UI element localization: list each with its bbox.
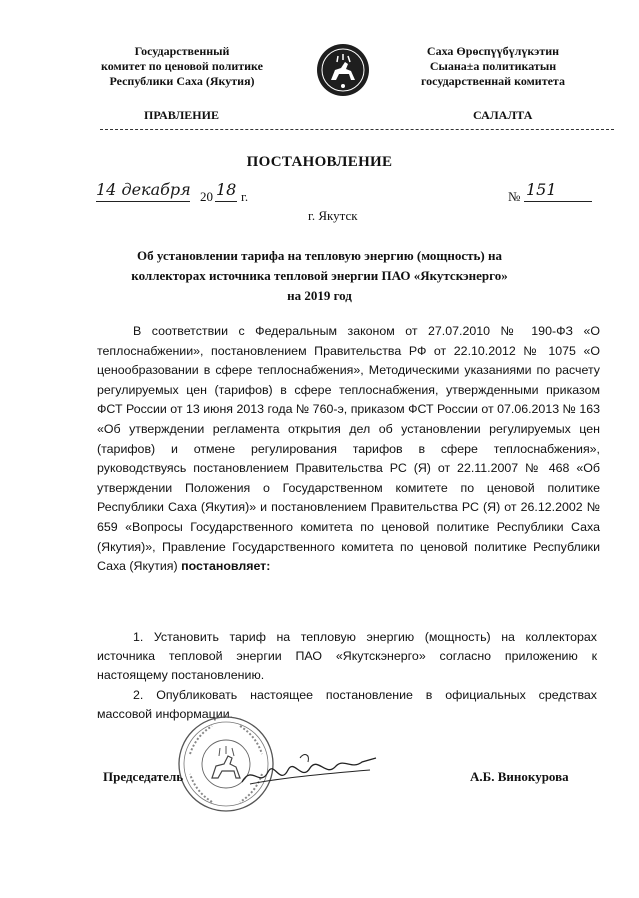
header-left-line: Республики Саха (Якутия)	[109, 74, 255, 88]
document-title: ПОСТАНОВЛЕНИЕ	[246, 154, 393, 170]
preamble-text: В соответствии с Федеральным законом от 27.07.2010 № 190-ФЗ «О теплоснабжении», постановлением Правительства РФ от 22.10.2012 № 1075 «О ценообразовании в сфере теплоснабжения», Методическими указаниями по расчету регулируемых цен (тарифов) в сфере теплоснабжения, утвержденными приказом ФСТ России от 13 июня 2013 года № 760-э, приказом ФСТ России от 07.06.2013 № 163 «Об утверждении регламента открытия дел об установлении регулируемых цен (тарифов) и отмене регулирования тарифов в сфере теплоснабжения», руководствуясь постановлением Правительства РС (Я) от 22.11.2007 № 468 «Об утверждении Положения о Государственном комитете по ценовой политике Республики Саха (Якутия)» и постановлением Правительства РС (Я) от 26.12.2002 № 659 «Вопросы Государственного комитета по ценовой политике Республики Саха (Якутия)», Правление Государственного комитета по ценовой политике Республики Саха (Якутия)	[97, 324, 600, 574]
handwritten-year: 18	[216, 180, 237, 199]
header-right-line: государственнай комитета	[421, 74, 565, 88]
handwritten-number: 151	[526, 180, 557, 199]
subject-line: Об установлении тарифа на тепловую энергию (мощность) на	[137, 248, 502, 263]
year-underline	[215, 201, 237, 202]
header-left-sub: ПРАВЛЕНИЕ	[144, 108, 219, 122]
subject-line: коллекторах источника тепловой энергии ПАО «Якутскэнерго»	[131, 268, 508, 283]
header-right-org	[386, 44, 600, 89]
date-underline	[96, 201, 190, 202]
number-underline	[524, 201, 592, 202]
resolution-item: 2. Опубликовать настоящее постановление в официальных средствах массовой информации.	[97, 688, 597, 721]
number-label: №	[508, 189, 521, 204]
preamble-paragraph	[97, 322, 600, 577]
header-left-line: комитет по ценовой политике	[101, 59, 263, 73]
header-left-org	[82, 44, 282, 89]
handwritten-date: 14 декабря	[96, 180, 191, 199]
document-subject	[0, 246, 639, 306]
header-right-line: Саха Өрөспүүбүлүкэтин	[426, 44, 560, 58]
signatory-name: А.Б. Винокурова	[470, 769, 569, 784]
year-prefix: 20	[200, 189, 213, 204]
resolves-text: постановляет:	[181, 559, 271, 574]
city: г. Якутск	[308, 208, 358, 223]
resolution-item: 1. Установить тариф на тепловую энергию (мощность) на коллекторах источника тепловой энергии ПАО «Якутскэнерго» согласно приложению к настоящему постановлению.	[97, 630, 597, 682]
handwritten-signature-icon	[240, 744, 380, 794]
header-right-line: Сыана±а политикатын	[429, 59, 557, 73]
header-left-line: Государственный	[134, 44, 230, 58]
subject-line: на 2019 год	[287, 288, 352, 303]
header-divider	[100, 129, 614, 130]
header-right-sub: САЛАЛТА	[473, 108, 533, 122]
republic-emblem-icon	[315, 42, 371, 98]
year-suffix: г.	[241, 189, 249, 204]
signatory-title: Председатель	[103, 769, 184, 784]
